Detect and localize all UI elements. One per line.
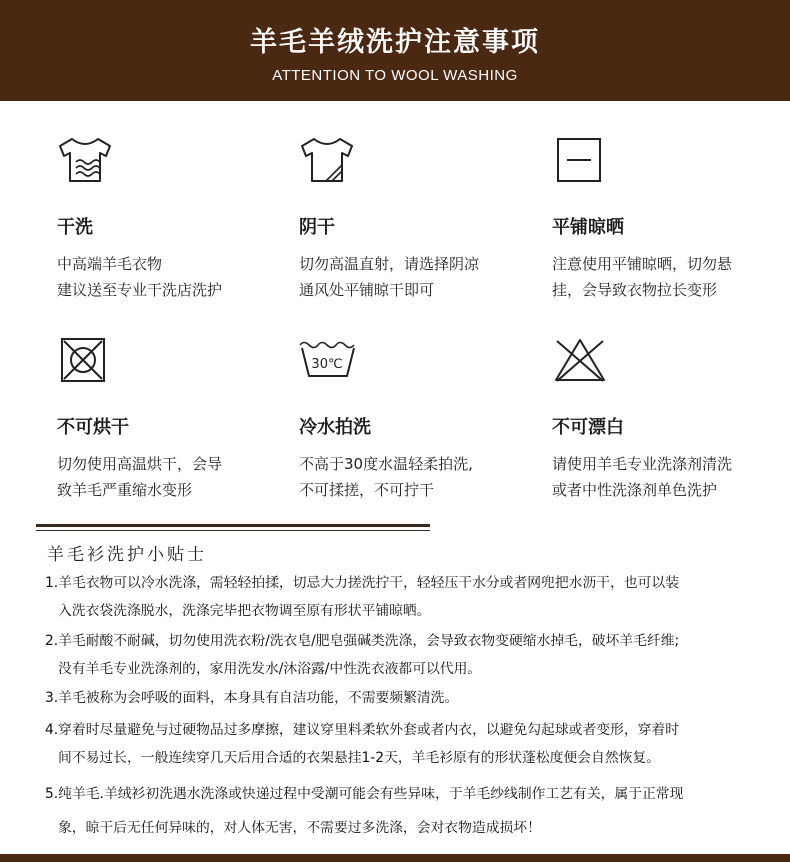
care-description: 不高于30度水温轻柔拍洗, 不可揉搓，不可拧干 xyxy=(299,455,473,499)
page-subtitle: ATTENTION TO WOOL WASHING xyxy=(272,67,518,84)
section-divider xyxy=(36,524,430,531)
dry-clean-shirt-icon xyxy=(57,136,113,184)
flat-dry-icon xyxy=(552,136,608,184)
tip-item: 3.羊毛被称为会呼吸的面料，本身具有自洁功能，不需要频繁清洗。 xyxy=(45,690,459,706)
care-name: 冷水拍洗 xyxy=(299,417,371,438)
page-title: 羊毛羊绒洗护注意事项 xyxy=(250,27,540,58)
no-bleach-icon xyxy=(552,336,608,384)
care-name: 阴干 xyxy=(299,217,335,238)
care-description: 请使用羊毛专业洗涤剂清洗 或者中性洗涤剂单色洗护 xyxy=(552,455,733,499)
tip-item: 5.纯羊毛.羊绒衫初洗遇水洗涤或快递过程中受潮可能会有些异味，于羊毛纱线制作工艺有关，属于正常现 象，晾干后无任何异味的，对人体无害，不需要过多洗涤，会对衣物造成损坏！ xyxy=(45,786,684,836)
header-banner xyxy=(0,0,790,101)
no-tumble-dry-icon xyxy=(57,336,113,384)
care-description: 中高端羊毛衣物 建议送至专业干洗店洗护 xyxy=(57,255,223,299)
care-description: 切勿高温直射，请选择阴凉 通风处平铺晾干即可 xyxy=(299,255,480,299)
wash-30c-icon xyxy=(299,336,355,384)
shade-dry-shirt-icon xyxy=(299,136,355,184)
tip-item: 2.羊毛耐酸不耐碱，切勿使用洗衣粉/洗衣皂/肥皂强碱类洗涤，会导致衣物变硬缩水掉毛，破坏羊毛纤维; 没有羊毛专业洗涤剂的，家用洗发水/沐浴露/中性洗衣液都可以代用。 xyxy=(45,633,680,677)
tips-title: 羊毛衫洗护小贴士 xyxy=(47,545,207,565)
care-name: 不可烘干 xyxy=(57,417,129,438)
tip-item: 1.羊毛衣物可以冷水洗涤，需轻轻拍揉，切忌大力搓洗拧干，轻轻压干水分或者网兜把水沥干，也可以装 入洗衣袋洗涤脱水，洗涤完毕把衣物调至原有形状平铺晾晒。 xyxy=(45,575,680,619)
care-name: 不可漂白 xyxy=(552,417,624,438)
care-description: 切勿使用高温烘干，会导 致羊毛严重缩水变形 xyxy=(57,455,223,499)
care-name: 平铺晾晒 xyxy=(552,217,624,238)
care-name: 干洗 xyxy=(57,217,93,238)
care-description: 注意使用平铺晾晒，切勿悬 挂，会导致衣物拉长变形 xyxy=(552,255,733,299)
footer-bar xyxy=(0,854,790,862)
tip-item: 4.穿着时尽量避免与过硬物品过多摩擦，建议穿里料柔软外套或者内衣，以避免勾起球或者变形，穿着时 间不易过长，一般连续穿几天后用合适的衣架悬挂1-2天，羊毛衫原有的形状蓬松度便会自然恢复。 xyxy=(45,722,680,766)
svg-text:30℃: 30℃ xyxy=(311,357,343,372)
